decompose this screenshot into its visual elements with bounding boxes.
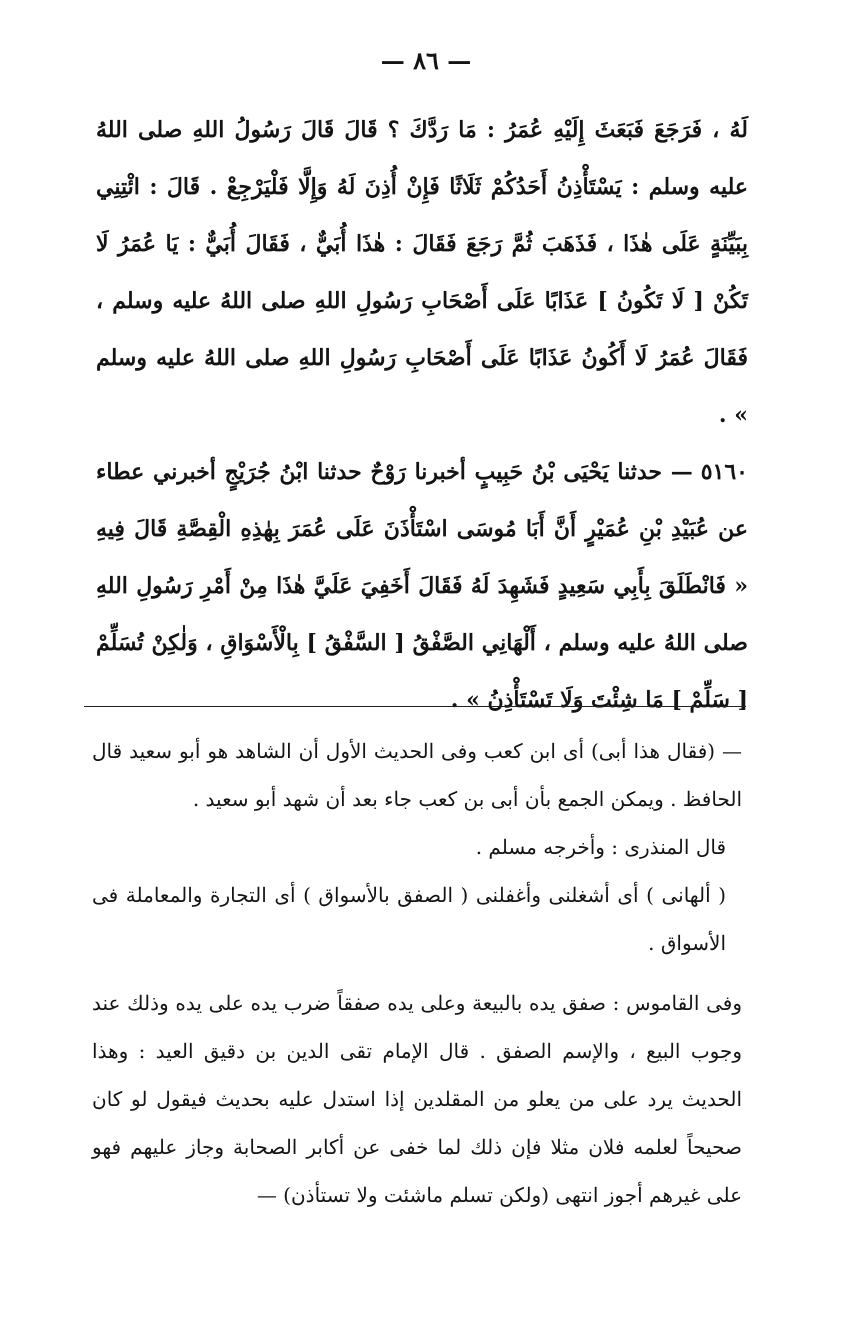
- commentary-paragraph: وفى القاموس : صفق يده بالبيعة وعلى يده صفقاً ضرب يده على يده وذلك عند وجوب البيع ، والإسم الصفق . قال الإمام تقى الدين بن دقيق العيد : وهذا الحديث يرد على من يعلو من المقلدين إذا استدل عليه بحديث فيقول لو كان صحيحاً لعلمه فلان مثلا فإن ذلك لما خفى عن أكابر الصحابة وجاز عليهم فهو على غيرهم أجوز انتهى (ولكن تسلم ماشئت ولا تستأذن) —: [92, 991, 742, 1207]
- hadith-number: ٥١٦٠: [700, 459, 748, 485]
- hadith-body: — حدثنا يَحْيَى بْنُ حَبِيبٍ أخبرنا رَوْحٌ حدثنا ابْنُ جُرَيْجٍ أخبرني عطاء عن عُبَيْدِ بْنِ عُمَيْرٍ أَنَّ أَبَا مُوسَى اسْتَأْذَنَ عَلَى عُمَرَ بِهٰذِهِ الْقِصَّةِ قَالَ فِيهِ « فَانْطَلَقَ بِأَبِي سَعِيدٍ فَشَهِدَ لَهُ فَقَالَ أَخَفِيَ عَلَيَّ هٰذَا مِنْ أَمْرِ رَسُولِ اللهِ صلى اللهُ عليه وسلم ، أَلْهَانِي الصَّفْقُ [ السَّفْقُ ] بِالْأَسْوَاقِ ، وَلٰكِنْ تُسَلِّمْ [ سَلِّمْ ] مَا شِئْتَ وَلَا تَسْتَأْذِنُ » .: [96, 459, 748, 713]
- commentary-paragraph: ( ألهانى ) أى أشغلنى وأغفلنى ( الصفق بالأسواق ) أى التجارة والمعاملة فى الأسواق .: [92, 883, 726, 955]
- commentary: [92, 727, 742, 1219]
- page-number: — ٨٦ —: [380, 46, 472, 75]
- hadith-paragraph: لَهُ ، فَرَجَعَ فَبَعَثَ إِلَيْهِ عُمَرُ : مَا رَدَّكَ ؟ قَالَ قَالَ رَسُولُ اللهِ صلى اللهُ عليه وسلم : يَسْتَأْذِنُ أَحَدُكُمْ ثَلَاثًا فَإِنْ أُذِنَ لَهُ وَإِلَّا فَلْيَرْجِعْ . قَالَ : ائْتِنِي بِبَيِّنَةٍ عَلَى هٰذَا ، فَذَهَبَ ثُمَّ رَجَعَ فَقَالَ : هٰذَا أُبَيٌّ ، فَقَالَ أُبَيٌّ : يَا عُمَرُ لَا تَكُنْ [ لَا تَكُونُ ] عَذَابًا عَلَى أَصْحَابِ رَسُولِ اللهِ صلى اللهُ عليه وسلم ، فَقَالَ عُمَرُ لَا أَكُونُ عَذَابًا عَلَى أَصْحَابِ رَسُولِ اللهِ صلى اللهُ عليه وسلم » .: [96, 117, 749, 428]
- footnote-divider: [84, 706, 746, 707]
- hadith-paragraph-5160: [96, 444, 748, 729]
- hadith-text: [96, 102, 748, 729]
- commentary-paragraph: — (فقال هذا أبى) أى ابن كعب وفى الحديث الأول أن الشاهد هو أبو سعيد قال الحافظ . ويمكن الجمع بأن أبى بن كعب جاء بعد أن شهد أبو سعيد .: [92, 739, 742, 811]
- commentary-paragraph: قال المنذرى : وأخرجه مسلم .: [475, 835, 726, 859]
